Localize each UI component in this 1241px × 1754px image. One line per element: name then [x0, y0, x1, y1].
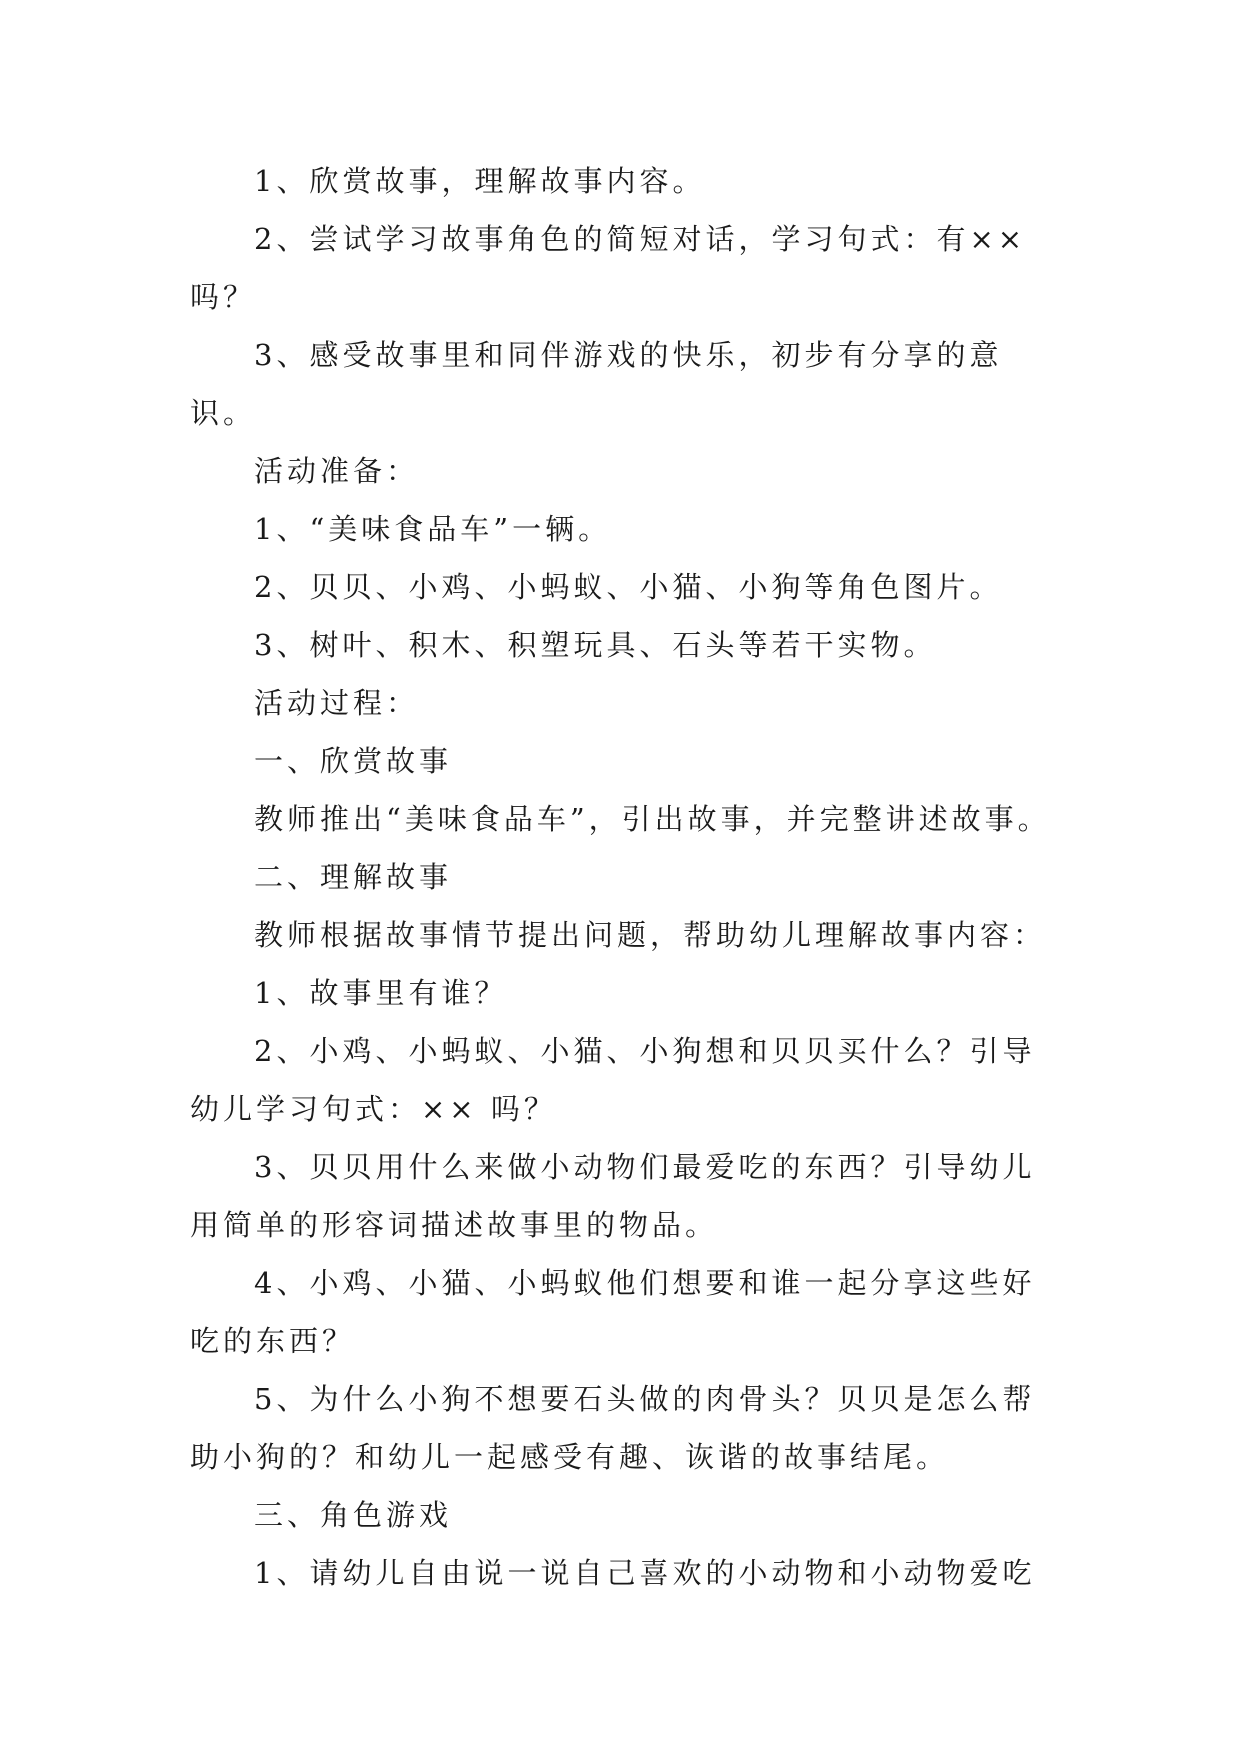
heading-process: 活动过程：	[254, 686, 420, 720]
paragraph-goal-3: 3、感受故事里和同伴游戏的快乐，初步有分享的意识。	[190, 338, 1003, 430]
paragraph-goal-2: 2、尝试学习故事角色的简短对话，学习句式：有××吗？	[190, 222, 1027, 314]
paragraph-question-5: 5、为什么小狗不想要石头做的肉骨头？贝贝是怎么帮助小狗的？和幼儿一起感受有趣、诙谐的故事结尾。	[190, 1382, 1036, 1474]
paragraph-section-1: 教师推出“美味食品车”，引出故事，并完整讲述故事。	[254, 802, 1051, 836]
paragraph-question-3: 3、贝贝用什么来做小动物们最爱吃的东西？引导幼儿用简单的形容词描述故事里的物品。	[190, 1150, 1036, 1242]
paragraph-game-1: 1、请幼儿自由说一说自己喜欢的小动物和小动物爱吃	[254, 1556, 1036, 1590]
paragraph-prep-2: 2、贝贝、小鸡、小蚂蚁、小猫、小狗等角色图片。	[254, 570, 1003, 604]
paragraph-goal-1: 1、欣赏故事，理解故事内容。	[254, 164, 706, 198]
paragraph-question-1: 1、故事里有谁？	[254, 976, 508, 1010]
paragraph-question-2: 2、小鸡、小蚂蚁、小猫、小狗想和贝贝买什么？引导幼儿学习句式：×× 吗？	[190, 1034, 1036, 1126]
heading-section-3: 三、角色游戏	[254, 1498, 453, 1532]
heading-section-2: 二、理解故事	[254, 860, 453, 894]
paragraph-section-2-intro: 教师根据故事情节提出问题，帮助幼儿理解故事内容：	[254, 918, 1047, 952]
paragraph-prep-3: 3、树叶、积木、积塑玩具、石头等若干实物。	[254, 628, 937, 662]
heading-preparation: 活动准备：	[254, 454, 420, 488]
paragraph-question-4: 4、小鸡、小猫、小蚂蚁他们想要和谁一起分享这些好吃的东西？	[190, 1266, 1036, 1358]
document-body	[190, 152, 1060, 1602]
heading-section-1: 一、欣赏故事	[254, 744, 453, 778]
paragraph-prep-1: 1、“美味食品车”一辆。	[254, 512, 612, 546]
